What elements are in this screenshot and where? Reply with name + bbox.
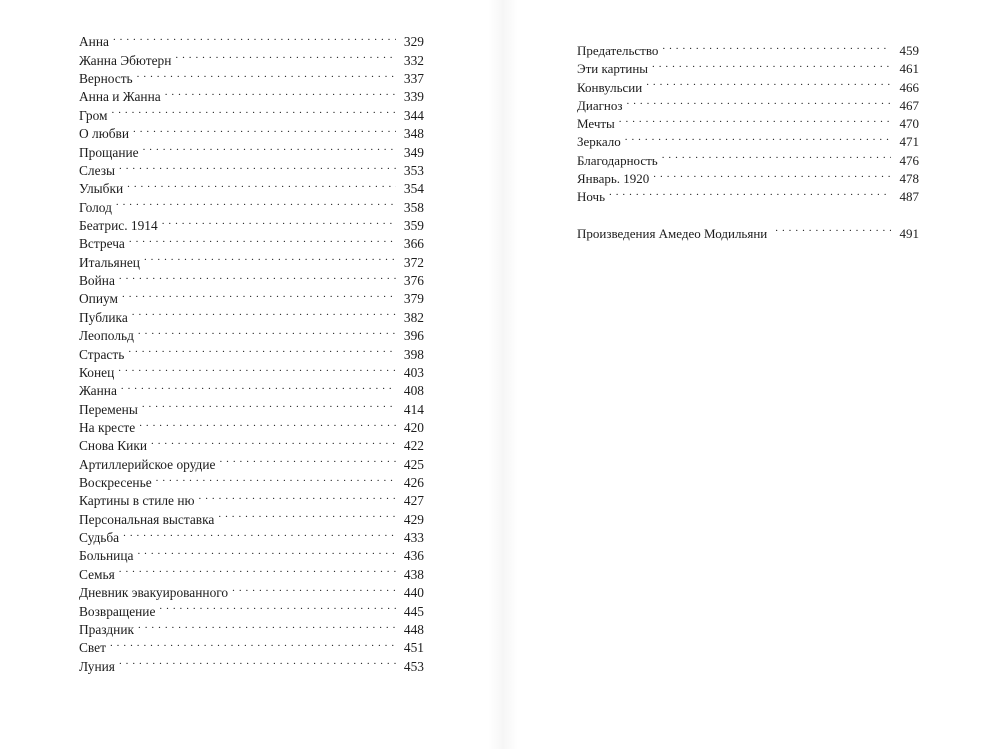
- dot-leader: [662, 42, 891, 55]
- toc-entry-title: Воскресенье: [79, 475, 152, 491]
- toc-entry: [577, 170, 919, 188]
- dot-leader: [143, 143, 396, 156]
- dot-leader: [137, 70, 396, 83]
- dot-leader: [218, 510, 396, 523]
- toc-entry: [79, 455, 424, 473]
- dot-leader: [652, 60, 891, 73]
- toc-entry-title: Конвульсии: [577, 79, 643, 95]
- toc-entry: [79, 419, 424, 437]
- toc-entry-page: 379: [403, 291, 424, 307]
- toc-entry: [79, 602, 424, 620]
- dot-leader: [133, 125, 396, 138]
- toc-entry-title: Конец: [79, 364, 115, 380]
- toc-entry-title: Верность: [79, 71, 133, 87]
- toc-entry-page: 471: [899, 134, 919, 150]
- toc-entry-page: 366: [403, 236, 424, 252]
- toc-entry: [577, 133, 919, 151]
- toc-entry-title: Беатрис. 1914: [79, 217, 158, 233]
- toc-entry-title: Праздник: [79, 621, 135, 637]
- dot-leader: [175, 51, 396, 64]
- toc-entry-title: Благодарность: [577, 152, 658, 168]
- toc-entry-page: 337: [403, 71, 424, 87]
- dot-leader: [139, 419, 396, 432]
- toc-entry-page: 467: [899, 97, 919, 113]
- toc-entry-title: Больница: [79, 548, 134, 564]
- toc-entry-title: Артиллерийское орудие: [79, 456, 216, 472]
- toc-entry-page: 414: [403, 401, 424, 417]
- toc-entry-page: 353: [403, 162, 424, 178]
- dot-leader: [199, 492, 396, 505]
- toc-entry-page: 487: [899, 189, 919, 205]
- toc-entry-title: Война: [79, 273, 115, 289]
- toc-entry-page: 466: [899, 79, 919, 95]
- dot-leader: [627, 97, 891, 110]
- dot-leader: [128, 345, 396, 358]
- toc-entry-page: 425: [403, 456, 424, 472]
- toc-entry: [79, 272, 424, 290]
- toc-entry: [79, 621, 424, 639]
- toc-entry-page: 349: [403, 144, 424, 160]
- dot-leader: [609, 188, 891, 201]
- toc-entry-page: 422: [403, 438, 424, 454]
- toc-entry: [79, 125, 424, 143]
- toc-entry: [79, 33, 424, 51]
- toc-entry-page: 478: [899, 171, 919, 187]
- toc-entry: [79, 584, 424, 602]
- toc-entry-title: Жанна: [79, 383, 117, 399]
- toc-entry-title: Луния: [79, 658, 115, 674]
- toc-entry-title: Картины в стиле ню: [79, 493, 195, 509]
- dot-leader: [119, 657, 396, 670]
- toc-entry-page: 448: [403, 621, 424, 637]
- toc-entry-page: 396: [403, 328, 424, 344]
- toc-left-column: [79, 33, 424, 676]
- dot-leader: [123, 529, 396, 542]
- dot-leader: [625, 133, 891, 146]
- toc-entry-title: Семья: [79, 566, 115, 582]
- toc-entry: [79, 235, 424, 253]
- dot-leader: [232, 584, 396, 597]
- toc-entry-title: Анна и Жанна: [79, 89, 161, 105]
- toc-entry: [79, 437, 424, 455]
- toc-entry-title: Встреча: [79, 236, 125, 252]
- dot-leader: [775, 225, 891, 238]
- toc-entry: [577, 97, 919, 115]
- toc-entry: [79, 639, 424, 657]
- toc-entry-page: 491: [899, 225, 919, 241]
- toc-entry: [577, 188, 919, 206]
- toc-entry-page: 332: [403, 52, 424, 68]
- dot-leader: [662, 152, 891, 165]
- toc-entry: [577, 115, 919, 133]
- toc-entry-page: 451: [403, 640, 424, 656]
- toc-right-column: [577, 42, 919, 243]
- toc-entry: [79, 198, 424, 216]
- toc-entry-page: 461: [899, 61, 919, 77]
- toc-entry-title: Страсть: [79, 346, 125, 362]
- dot-leader: [156, 474, 396, 487]
- toc-entry: [79, 474, 424, 492]
- toc-entry: [577, 42, 919, 60]
- toc-entry-title: Мечты: [577, 116, 615, 132]
- toc-entry-page: 426: [403, 475, 424, 491]
- toc-entry-page: 470: [899, 116, 919, 132]
- toc-entry: [79, 217, 424, 235]
- toc-entry-page: 372: [403, 254, 424, 270]
- toc-entry-title: Зеркало: [577, 134, 621, 150]
- toc-entry-title: Слезы: [79, 162, 116, 178]
- toc-entry: [577, 60, 919, 78]
- toc-entry-title: Перемены: [79, 401, 138, 417]
- toc-entry-title: Жанна Эбютерн: [79, 52, 172, 68]
- toc-entry-title: Январь. 1920: [577, 171, 650, 187]
- toc-entry-page: 459: [899, 43, 919, 58]
- dot-leader: [110, 639, 396, 652]
- toc-entry-page: 427: [403, 493, 424, 509]
- dot-leader: [137, 547, 396, 560]
- toc-entry-title: Итальянец: [79, 254, 140, 270]
- toc-entry-title: На кресте: [79, 419, 136, 435]
- toc-entry: [79, 308, 424, 326]
- toc-entry-title: Опиум: [79, 291, 118, 307]
- toc-entry-title: Произведения Амедео Модильяни: [577, 225, 768, 241]
- toc-entry: [79, 510, 424, 528]
- toc-entry-title: Ночь: [577, 189, 606, 205]
- toc-entry-page: 329: [403, 34, 424, 50]
- dot-leader: [118, 363, 396, 376]
- toc-entry-page: 382: [403, 309, 424, 325]
- toc-entry: [79, 657, 424, 675]
- toc-entry-page: 440: [403, 585, 424, 601]
- toc-entry: [79, 180, 424, 198]
- toc-entry-page: 436: [403, 548, 424, 564]
- toc-entry-page: 476: [899, 152, 919, 168]
- toc-entry: [79, 382, 424, 400]
- toc-entry: [79, 88, 424, 106]
- dot-leader: [142, 400, 396, 413]
- dot-leader: [119, 272, 396, 285]
- dot-leader: [162, 217, 396, 230]
- toc-entry: [79, 162, 424, 180]
- toc-entry-page: 445: [403, 603, 424, 619]
- dot-leader: [122, 290, 396, 303]
- toc-entry: [79, 345, 424, 363]
- toc-entry: [79, 565, 424, 583]
- toc-entry: [79, 51, 424, 69]
- book-gutter-shadow: [488, 0, 518, 749]
- toc-spacer: [577, 207, 919, 225]
- dot-leader: [119, 565, 396, 578]
- toc-entry-page: 339: [403, 89, 424, 105]
- toc-entry-title: Судьба: [79, 530, 120, 546]
- toc-entry-page: 433: [403, 530, 424, 546]
- toc-entry: [577, 79, 919, 97]
- toc-entry-title: Персональная выставка: [79, 511, 215, 527]
- toc-entry-works-list: [577, 225, 919, 243]
- toc-entry-page: 358: [403, 199, 424, 215]
- dot-leader: [165, 88, 396, 101]
- toc-entry-title: Улыбки: [79, 181, 124, 197]
- toc-entry: [79, 363, 424, 381]
- toc-entry: [79, 290, 424, 308]
- toc-entry-page: 429: [403, 511, 424, 527]
- toc-entry-title: Леопольд: [79, 328, 134, 344]
- toc-entry-page: 438: [403, 566, 424, 582]
- dot-leader: [113, 33, 396, 46]
- toc-entry-page: 359: [403, 217, 424, 233]
- toc-entry-title: О любви: [79, 126, 130, 142]
- toc-entry-title: Свет: [79, 640, 106, 656]
- dot-leader: [653, 170, 891, 183]
- dot-leader: [619, 115, 891, 128]
- dot-leader: [138, 327, 396, 340]
- toc-entry-page: 354: [403, 181, 424, 197]
- toc-entry: [79, 327, 424, 345]
- toc-entry: [79, 547, 424, 565]
- dot-leader: [144, 253, 396, 266]
- toc-entry-title: Дневник эвакуированного: [79, 585, 229, 601]
- toc-entry-page: 344: [403, 107, 424, 123]
- toc-entry-page: 408: [403, 383, 424, 399]
- dot-leader: [138, 621, 396, 634]
- toc-entry-title: Эти картины: [577, 61, 649, 77]
- dot-leader: [132, 308, 396, 321]
- toc-entry: [79, 106, 424, 124]
- dot-leader: [116, 198, 396, 211]
- toc-entry: [577, 152, 919, 170]
- toc-entry-title: Диагноз: [577, 97, 623, 113]
- toc-entry-page: 398: [403, 346, 424, 362]
- dot-leader: [219, 455, 396, 468]
- toc-entry-title: Снова Кики: [79, 438, 147, 454]
- dot-leader: [129, 235, 396, 248]
- dot-leader: [127, 180, 396, 193]
- toc-entry: [79, 529, 424, 547]
- dot-leader: [121, 382, 396, 395]
- toc-entry-title: Предательство: [577, 43, 659, 58]
- toc-entry: [79, 143, 424, 161]
- toc-entry: [79, 492, 424, 510]
- dot-leader: [159, 602, 396, 615]
- toc-entry: [79, 253, 424, 271]
- toc-entry-page: 453: [403, 658, 424, 674]
- toc-entry-title: Анна: [79, 34, 109, 50]
- dot-leader: [151, 437, 396, 450]
- dot-leader: [646, 79, 891, 92]
- toc-entry-page: 376: [403, 273, 424, 289]
- toc-entry-page: 403: [403, 364, 424, 380]
- toc-entry-title: Голод: [79, 199, 112, 215]
- toc-entry-page: 420: [403, 419, 424, 435]
- toc-entry-title: Публика: [79, 309, 128, 325]
- toc-entry-title: Прощание: [79, 144, 139, 160]
- toc-entry-title: Гром: [79, 107, 108, 123]
- toc-entry: [79, 70, 424, 88]
- toc-entry-title: Возвращение: [79, 603, 156, 619]
- toc-entry-page: 348: [403, 126, 424, 142]
- toc-entry: [79, 400, 424, 418]
- dot-leader: [112, 106, 396, 119]
- dot-leader: [119, 162, 396, 175]
